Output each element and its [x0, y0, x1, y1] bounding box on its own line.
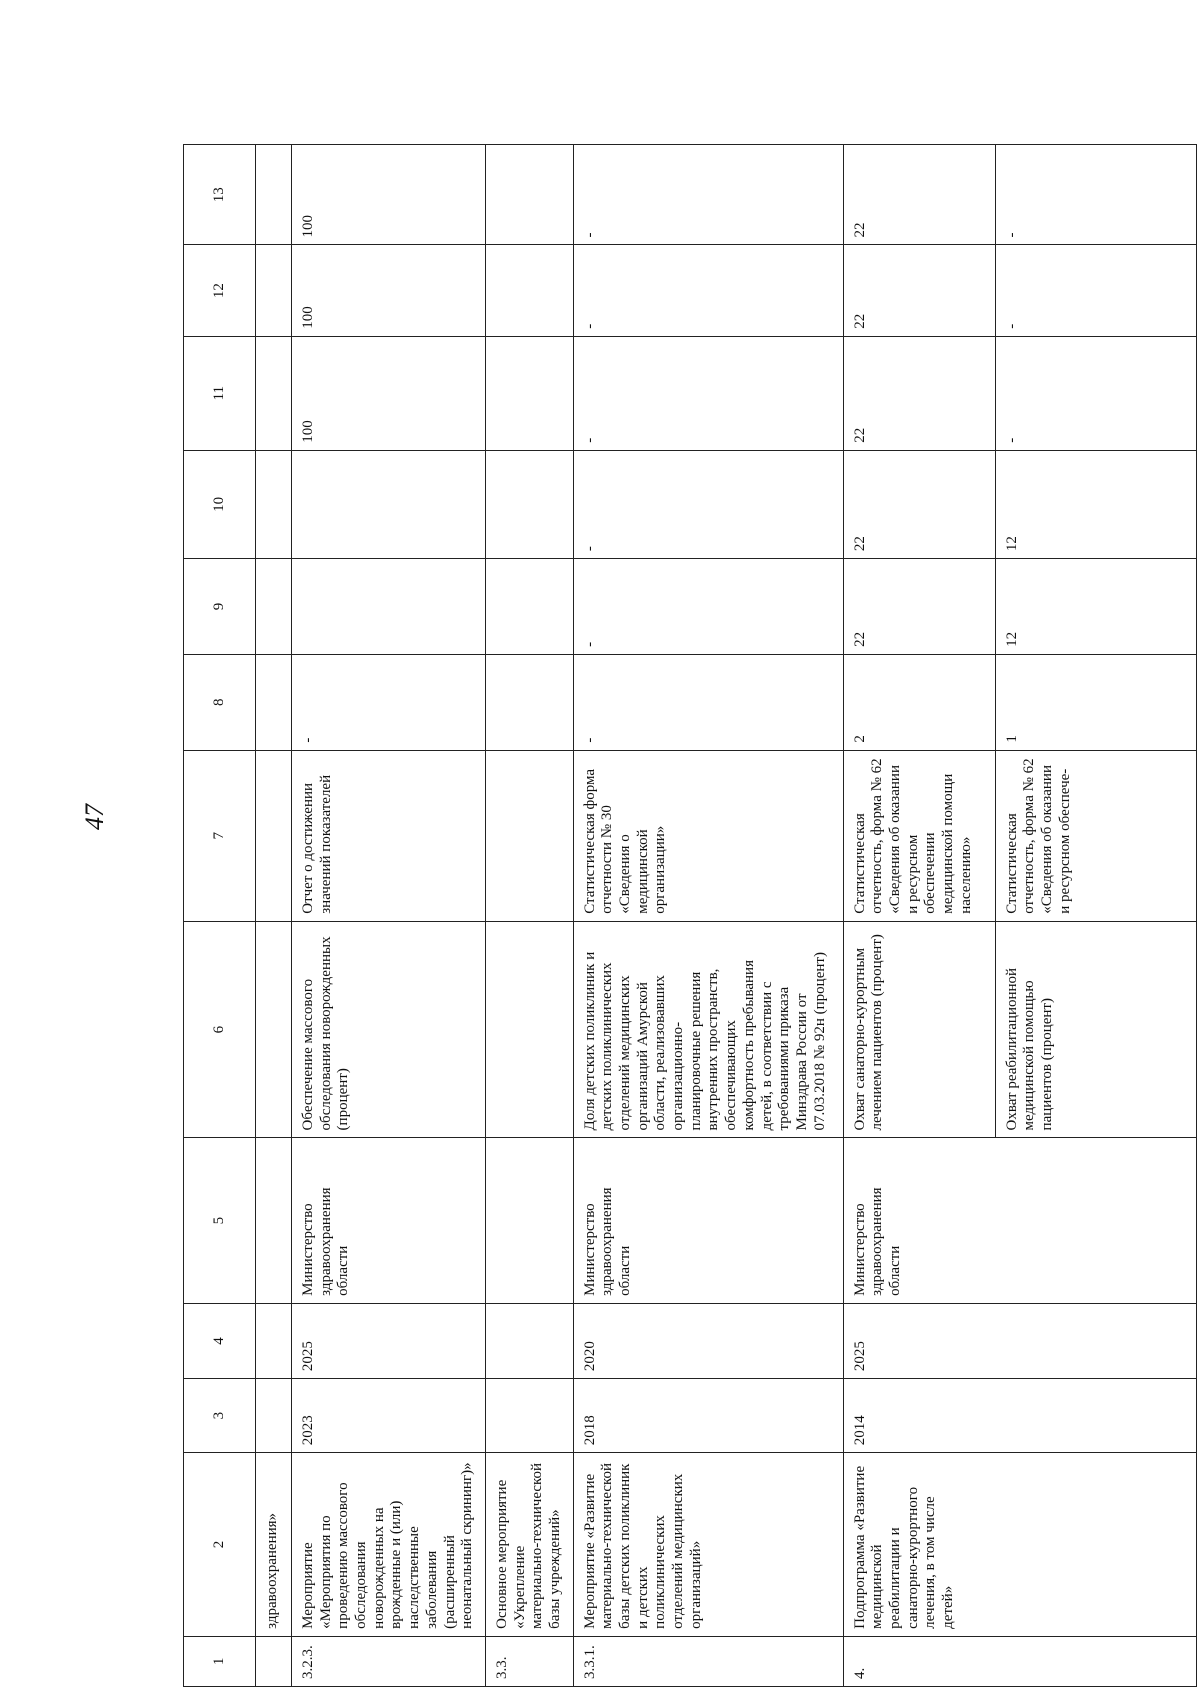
- row-executor: Министерство здравоохранения области: [292, 1138, 486, 1303]
- row-source: Отчет о достижении значений показателей: [292, 750, 486, 921]
- header-cell: 2: [184, 1453, 256, 1637]
- header-cell: 5: [184, 1138, 256, 1303]
- row-value-second: -: [995, 337, 1022, 450]
- row-value-cell: [843, 450, 1196, 558]
- row-source-cell: [843, 750, 1196, 921]
- row-value: -: [573, 450, 843, 558]
- row-executor: Министерство здравоохранения области: [573, 1138, 843, 1303]
- row-value: 22: [851, 536, 868, 552]
- row-value-cell: [843, 245, 1196, 336]
- row-value: -: [573, 245, 843, 336]
- row-value: -: [573, 145, 843, 245]
- row-value: 22: [851, 222, 868, 238]
- row-value: 2: [851, 735, 868, 743]
- row-indicator-cell: [843, 921, 1196, 1138]
- row-name: Основное мероприятие «Укрепление материально-технической базы учреждений»: [485, 1453, 573, 1637]
- row-end-year: 2025: [843, 1303, 1196, 1378]
- row-value: 100: [292, 336, 486, 450]
- table-row: [485, 145, 573, 1687]
- row-number: 3.3.: [485, 1636, 573, 1686]
- row-end-year: 2025: [292, 1303, 486, 1378]
- row-number: 3.3.1.: [573, 1636, 843, 1686]
- row-value: -: [573, 336, 843, 450]
- row-executor: Министерство здравоохранения области: [843, 1138, 1196, 1303]
- row-value: 22: [851, 631, 868, 647]
- row-value: -: [573, 654, 843, 750]
- header-cell: 8: [184, 654, 256, 750]
- row-value: [292, 559, 486, 655]
- row-value-second: 12: [995, 559, 1022, 654]
- row-name: Подпрограмма «Развитие медицинской реабилитации и санаторно-курортного лечения, в том числе детей»: [843, 1453, 1196, 1637]
- header-cell: 13: [184, 145, 256, 245]
- row-indicator: Охват санаторно-курортным лечением пациентов (процент): [851, 934, 886, 1131]
- header-row: [184, 145, 256, 1687]
- program-table: [183, 144, 1197, 1687]
- continuation-text: здравоохранения»: [256, 1453, 292, 1637]
- row-value-second: -: [995, 145, 1022, 244]
- table-row: [573, 145, 843, 1687]
- table-row: [843, 145, 1196, 1687]
- header-cell: 12: [184, 245, 256, 336]
- row-source-second: Статистическая отчетность, форма № 62 «Сведения об оказании и ресурсном обеспече-: [995, 751, 1075, 921]
- row-name: Мероприятие «Мероприятия по проведению массового обследования новорожденных на врожденные и (или) наследственные заболевания (расширенный неонатальный скрининг)»: [292, 1453, 486, 1637]
- page-number: 47: [80, 804, 109, 830]
- row-start-year: 2018: [573, 1379, 843, 1453]
- rotated-page: [183, 144, 1197, 1687]
- row-indicator: Доля детских поликлиник и детских поликлинических отделений медицинских организаций Амурской области, реализовавших организационно-планировочные решения внутренних пространств, обеспечивающих комфортность пребывания детей, в соответствии с требованиями приказа Минздрава России от 07.03.2018 № 92н (процент): [573, 921, 843, 1138]
- row-value: -: [292, 654, 486, 750]
- row-number: 4.: [843, 1636, 1196, 1686]
- header-cell: 1: [184, 1636, 256, 1686]
- row-indicator-second: Охват реабилитационной медицинской помощью пациентов (процент): [995, 922, 1057, 1138]
- table-row: [292, 145, 486, 1687]
- row-value-cell: [843, 559, 1196, 655]
- row-indicator: Обеспечение массового обследования новорожденных (процент): [292, 921, 486, 1138]
- row-number: 3.2.3.: [292, 1636, 486, 1686]
- row-value: 100: [292, 145, 486, 245]
- header-cell: 10: [184, 450, 256, 558]
- header-cell: 11: [184, 336, 256, 450]
- row-name: Мероприятие «Развитие материально-технической базы детских поликлиник и детских поликлинических отделений медицинских организаций»: [573, 1453, 843, 1637]
- row-value-cell: [843, 145, 1196, 245]
- row-value: 22: [851, 313, 868, 329]
- row-value-second: 1: [995, 655, 1022, 750]
- row-value: 22: [851, 427, 868, 443]
- header-cell: 9: [184, 559, 256, 655]
- continuation-row: [256, 145, 292, 1687]
- row-value: -: [573, 559, 843, 655]
- row-start-year: 2014: [843, 1379, 1196, 1453]
- row-end-year: 2020: [573, 1303, 843, 1378]
- row-value-cell: [843, 336, 1196, 450]
- header-cell: 4: [184, 1303, 256, 1378]
- row-source: Статистическая форма отчетности № 30 «Сведения о медицинской организации»: [573, 750, 843, 921]
- row-value-cell: [843, 654, 1196, 750]
- row-source: Статистическая отчетность, форма № 62 «Сведения об оказании и ресурсном обеспечении медицинской помощи населению»: [851, 758, 974, 914]
- row-value-second: -: [995, 245, 1022, 335]
- row-start-year: 2023: [292, 1379, 486, 1453]
- header-cell: 7: [184, 750, 256, 921]
- row-value: [292, 450, 486, 558]
- header-cell: 3: [184, 1379, 256, 1453]
- row-value: 100: [292, 245, 486, 336]
- row-value-second: 12: [995, 451, 1022, 558]
- header-cell: 6: [184, 921, 256, 1138]
